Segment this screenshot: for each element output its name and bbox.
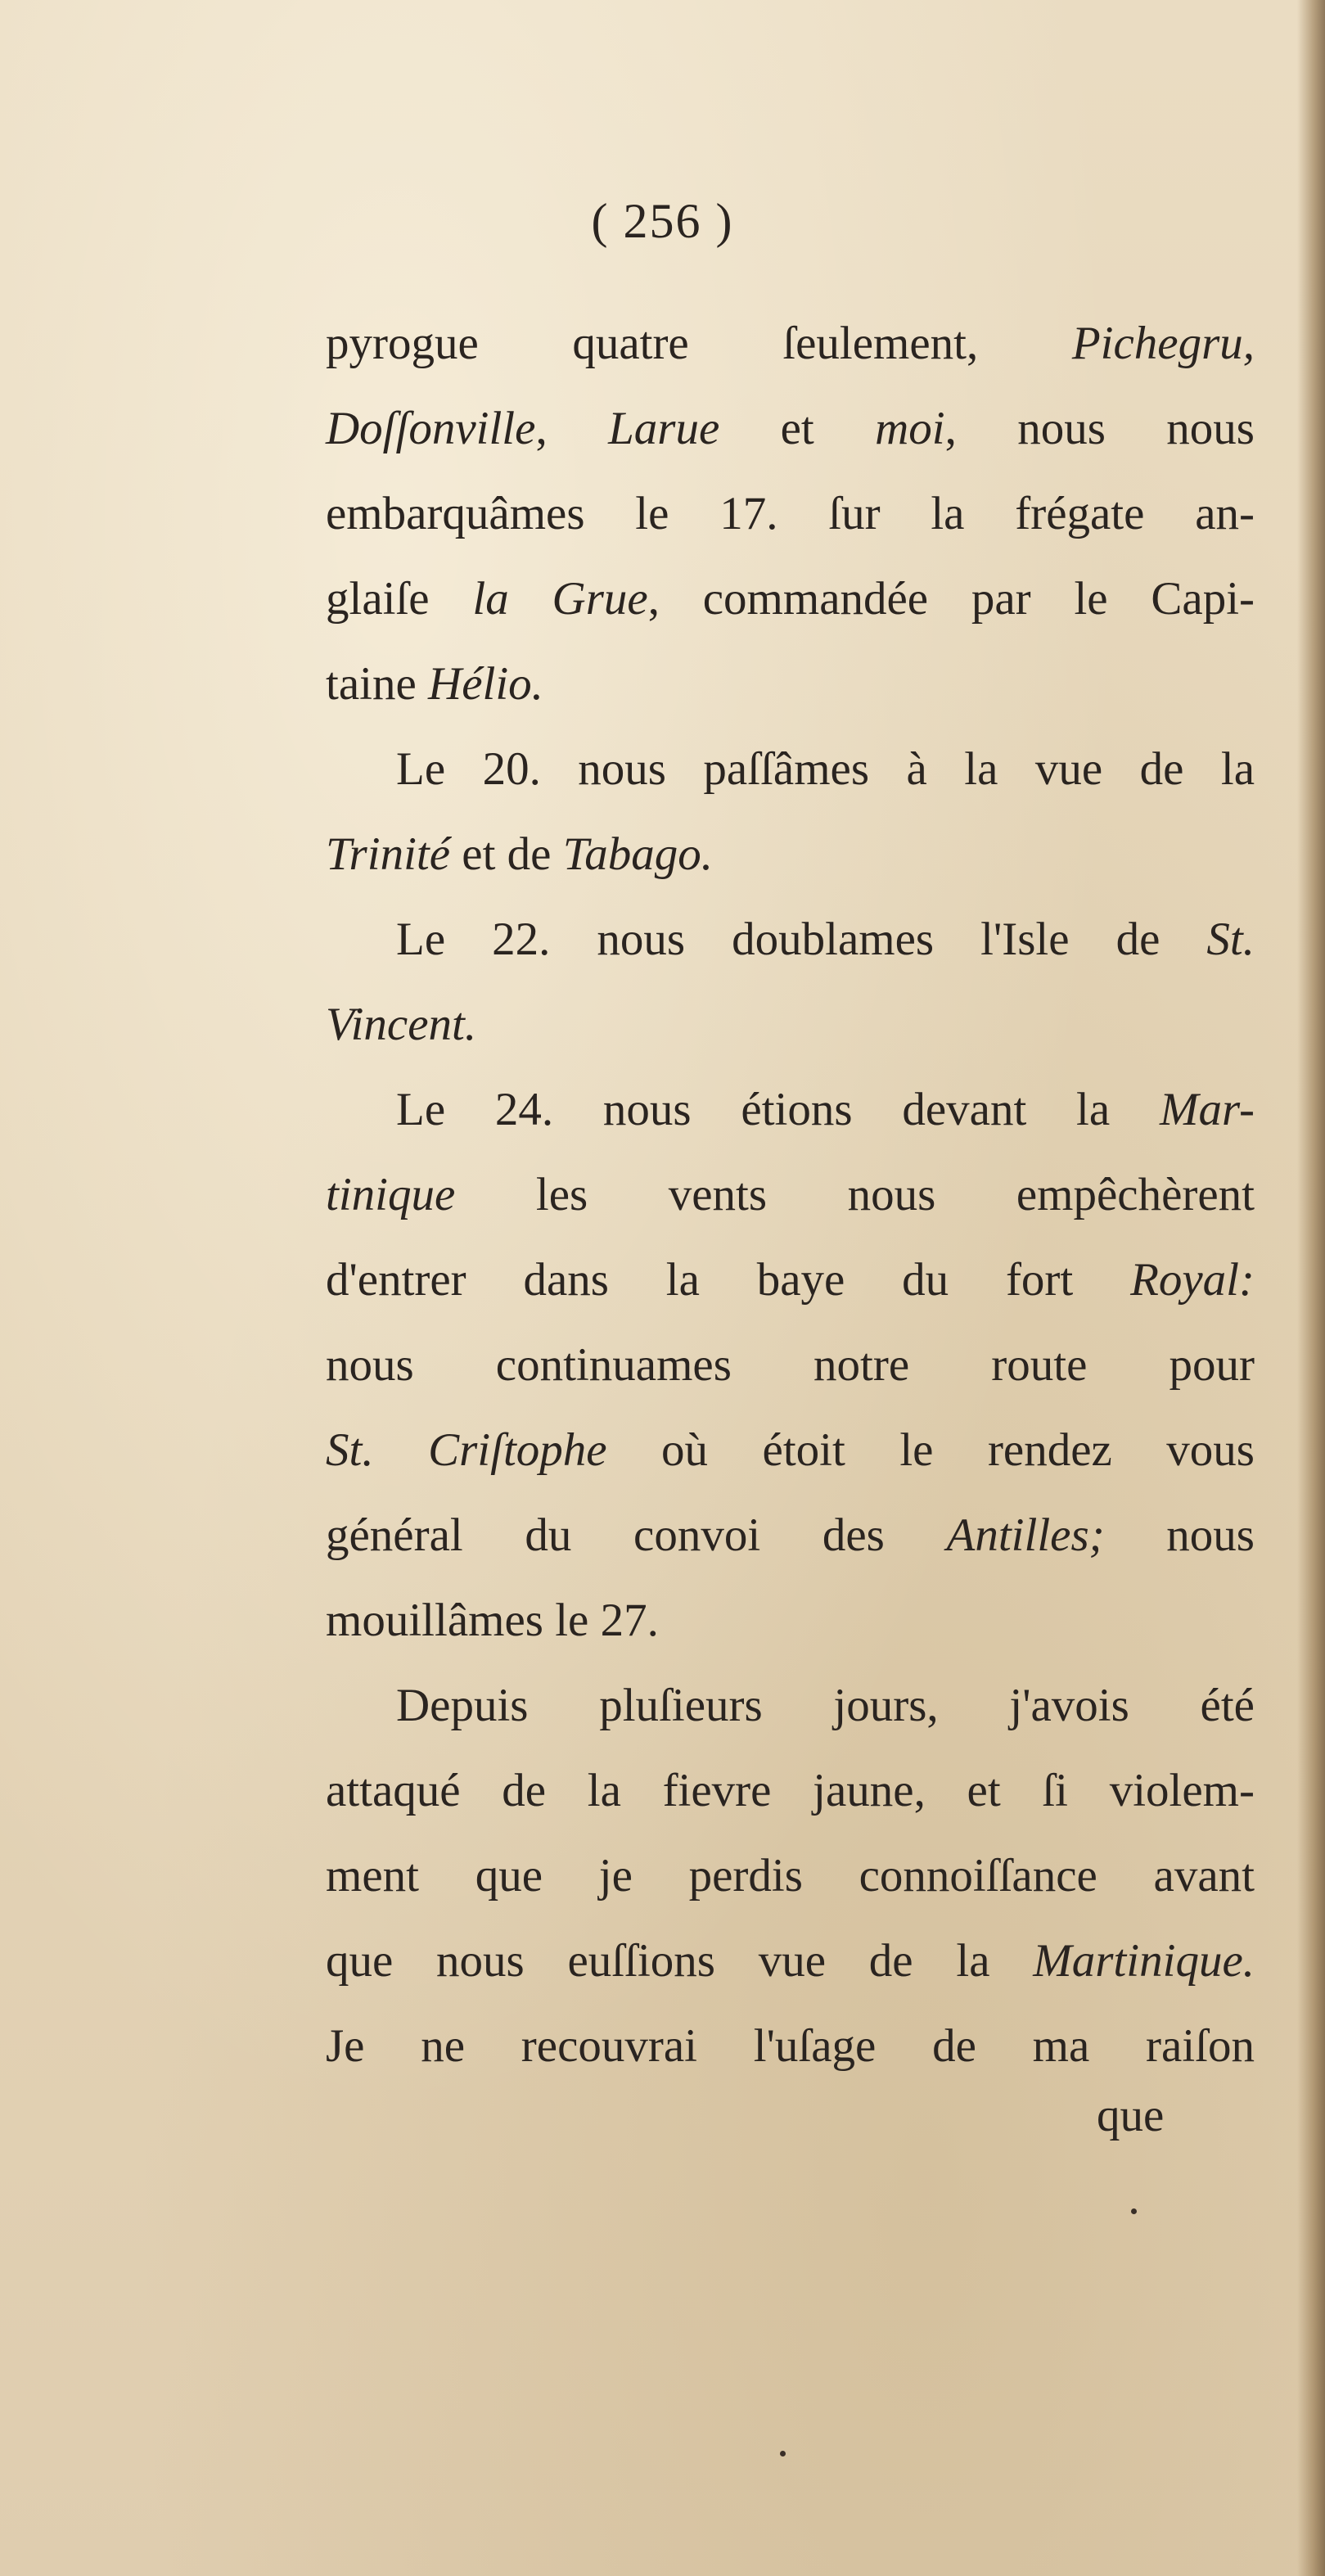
text-run: nous [1104,1509,1255,1561]
text-run: ment que je perdis connoiſſance avant [326,1850,1255,1902]
ink-speck [780,2451,786,2456]
text-run: Depuis pluſieurs jours, j'avois été [396,1680,1255,1731]
italic-text: Tabago. [562,828,713,880]
text-run: les vents nous empêchèrent [455,1169,1255,1220]
text-line [326,1323,1255,1408]
page-number: ( 256 ) [591,194,734,248]
catchword: que [1097,2090,1165,2141]
text-run: , commandée par le Capi- [647,573,1255,625]
italic-text: Larue [608,403,720,454]
text-run: Le 24. nous étions devant la [396,1084,1160,1135]
text-run: Le 20. nous paſſâmes à la vue de la [396,743,1255,795]
text-line [326,982,1255,1067]
text-line [326,1748,1255,1834]
text-line [326,1663,1255,1748]
text-run: et [719,403,876,454]
italic-text: Hélio. [428,658,543,710]
text-line [326,1919,1255,2004]
text-run: que nous euſſions vue de la [326,1935,1034,1987]
text-line [326,471,1255,557]
italic-text: moi [875,403,945,454]
text-line [326,1578,1255,1663]
text-run: Le 22. nous doublames l'Isle de [396,914,1207,965]
italic-text: tinique [326,1169,456,1220]
italic-text: la Grue [472,573,648,625]
text-run: où étoit le rendez vous [606,1424,1255,1476]
italic-text: Vincent. [326,999,477,1050]
page-gutter-shadow [1297,0,1325,2576]
text-line [326,1408,1255,1493]
text-run: attaqué de la fievre jaune, et ſi violem- [326,1765,1255,1816]
text-line [326,301,1255,386]
text-line [326,1153,1255,1238]
italic-text: Mar- [1159,1084,1255,1135]
text-line [326,642,1255,727]
italic-text: Martinique. [1033,1935,1255,1987]
text-line [326,2004,1255,2089]
text-line [326,812,1255,897]
italic-text: Doſſonville [326,403,536,454]
text-run: nous continuames notre route pour [326,1339,1255,1391]
text-line [326,1238,1255,1323]
text-run: mouillâmes le 27. [326,1595,659,1646]
text-run: , [535,403,609,454]
text-run: embarquâmes le 17. ſur la frégate an- [326,488,1255,539]
text-run: , nous nous [944,403,1255,454]
italic-text: Royal: [1130,1254,1255,1306]
italic-text: Pichegru, [1071,318,1255,369]
italic-text: St. Criſtophe [326,1424,607,1476]
text-run: taine [326,658,429,710]
text-line [326,1834,1255,1919]
italic-text: St. [1206,914,1255,965]
text-run: Je ne recouvrai l'uſage de ma raiſon [326,2020,1255,2072]
ink-speck [1131,2208,1137,2214]
text-run: d'entrer dans la baye du fort [326,1254,1131,1306]
body-text [326,301,1255,2089]
text-line [326,557,1255,642]
text-run: pyrogue quatre ſeulement, [326,318,1072,369]
italic-text: Antilles; [946,1509,1105,1561]
text-run: glaiſe [326,573,473,625]
text-line [326,727,1255,812]
text-run: et de [450,828,563,880]
text-run: général du convoi des [326,1509,947,1561]
italic-text: Trinité [326,828,451,880]
text-line [326,1067,1255,1153]
text-line [326,897,1255,982]
text-line [326,386,1255,471]
text-line [326,1493,1255,1578]
